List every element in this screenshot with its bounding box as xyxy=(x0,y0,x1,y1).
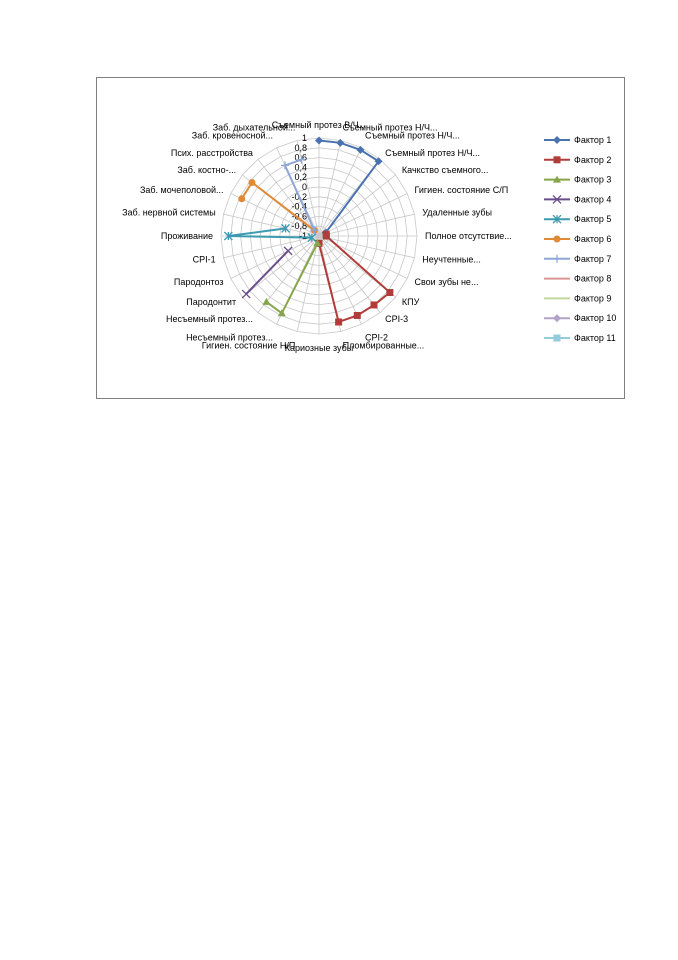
legend-item xyxy=(544,333,616,343)
chart-frame xyxy=(96,77,625,399)
legend-marker xyxy=(553,255,561,263)
legend-item xyxy=(544,214,611,224)
data-point xyxy=(284,247,292,255)
category-label: Заб. нервной системы xyxy=(122,207,216,218)
category-label: Кариозные зубы xyxy=(284,343,354,353)
category-label: Гигиен. состояние С/П xyxy=(414,185,509,195)
data-point xyxy=(323,233,330,240)
axis-tick-label: 0,8 xyxy=(294,142,307,153)
category-label: Съемный протез В/Ч... xyxy=(271,120,367,130)
axis-tick-label: -1 xyxy=(298,231,307,241)
category-label: Неучтенные... xyxy=(422,254,481,265)
data-point xyxy=(370,301,377,308)
data-point xyxy=(242,290,250,298)
legend-label: Фактор 4 xyxy=(574,194,612,205)
category-label: Пародонтоз xyxy=(173,277,224,287)
category-label: CPI-2 xyxy=(365,332,389,343)
category-label: Качкство съемного... xyxy=(401,164,489,175)
legend-item xyxy=(544,254,611,264)
legend-label: Фактор 5 xyxy=(574,214,612,225)
legend-item xyxy=(544,234,611,244)
axis-tick-label: -0,2 xyxy=(291,191,307,202)
category-label: Съемный протез Н/Ч... xyxy=(342,122,438,133)
category-label: Гигиен. состояние Н/П xyxy=(201,340,296,351)
legend-label: Фактор 11 xyxy=(574,333,616,343)
legend xyxy=(544,135,616,343)
legend-label: Фактор 7 xyxy=(574,253,612,264)
category-label: Заб. костно-... xyxy=(177,164,237,175)
legend-label: Фактор 2 xyxy=(574,154,612,165)
category-label: Несъемный протез... xyxy=(186,332,273,343)
category-label: Несъемный протез... xyxy=(165,313,253,324)
legend-marker xyxy=(554,335,561,342)
category-label: Съемный протез Н/Ч... xyxy=(385,148,481,159)
category-label: Удаленные зубы xyxy=(422,207,493,218)
category-label: Заб. кровеносной... xyxy=(191,130,273,141)
category-label: Проживание xyxy=(160,231,213,241)
axis-tick-label: 0 xyxy=(301,182,307,192)
data-point xyxy=(386,289,393,296)
data-point xyxy=(354,312,361,319)
legend-item xyxy=(544,135,611,145)
legend-label: Фактор 9 xyxy=(574,293,612,304)
legend-label: Фактор 6 xyxy=(574,234,612,244)
axis-tick-label: 0,4 xyxy=(294,162,307,173)
category-label: CPI-3 xyxy=(385,313,409,324)
radar-chart xyxy=(97,78,624,398)
legend-label: Фактор 8 xyxy=(574,273,612,284)
axis-tick-label: 0,2 xyxy=(294,172,307,183)
category-label: Пломбированные... xyxy=(342,340,425,351)
category-label: Полное отсутствие... xyxy=(425,231,512,241)
legend-item xyxy=(544,155,611,165)
data-point xyxy=(335,318,342,325)
category-label: КПУ xyxy=(401,297,420,308)
legend-item xyxy=(544,274,611,284)
data-point xyxy=(315,136,323,144)
axis-tick-label: -0,6 xyxy=(291,211,307,222)
category-label: Заб. дыхательной... xyxy=(212,122,296,133)
category-label: Псих. расстройства xyxy=(170,148,253,159)
legend-item xyxy=(544,194,611,204)
legend-item xyxy=(544,175,611,185)
axis-tick-label: -0,4 xyxy=(291,201,307,212)
category-label: CPI-1 xyxy=(192,254,216,265)
category-label: Заб. мочеполовой... xyxy=(139,185,224,195)
series-line xyxy=(246,251,288,294)
legend-marker xyxy=(553,136,561,144)
data-point xyxy=(281,161,289,169)
data-point xyxy=(248,179,255,186)
category-label: Свои зубы не... xyxy=(414,277,479,287)
legend-marker xyxy=(554,236,561,243)
data-point xyxy=(238,195,245,202)
legend-item xyxy=(544,293,611,303)
legend-item xyxy=(544,313,616,323)
axis-tick-label: 0,6 xyxy=(294,152,307,163)
series-3 xyxy=(262,239,321,316)
category-label: Пародонтит xyxy=(186,297,237,308)
category-label: Съемный протез Н/Ч... xyxy=(365,130,460,141)
legend-marker xyxy=(554,156,561,163)
legend-label: Фактор 10 xyxy=(574,313,617,324)
legend-label: Фактор 3 xyxy=(574,174,612,185)
axis-tick-label: -0,8 xyxy=(291,221,307,232)
legend-label: Фактор 1 xyxy=(574,135,612,145)
axis-tick-label: 1 xyxy=(301,133,307,143)
legend-marker xyxy=(553,314,561,322)
